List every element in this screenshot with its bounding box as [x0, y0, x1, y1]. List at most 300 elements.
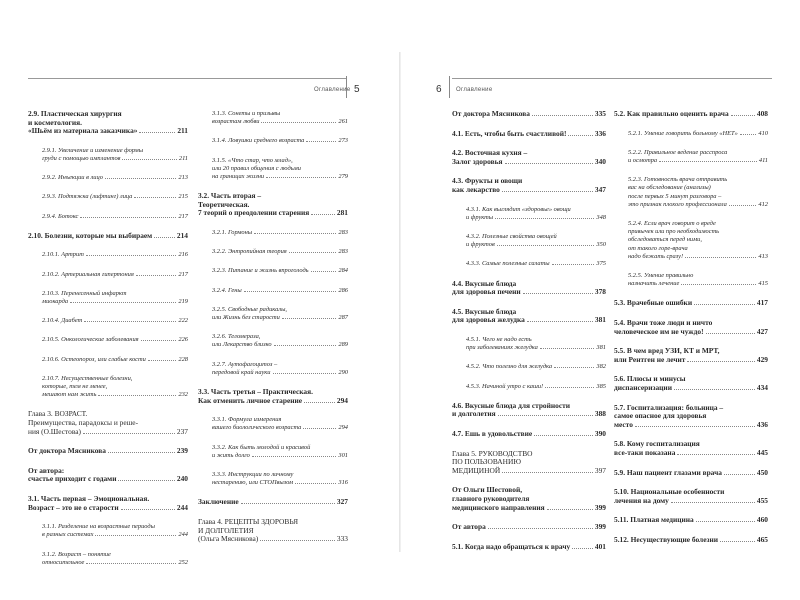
toc-page-number: 290: [338, 368, 348, 376]
toc-entry: [198, 248, 348, 256]
toc-entry-title-line: 4.5.1. Чего не надо есть: [466, 335, 532, 343]
toc-page-number: 347: [594, 184, 606, 194]
toc-entry: [28, 336, 188, 344]
toc-entry-title-line: 5.10. Национальные особенности: [614, 487, 725, 497]
toc-page-number: 261: [338, 118, 348, 126]
toc-entry-title-line: 5.2.3. Готовность врача отправить: [628, 176, 728, 184]
toc-entry-title-line: 4.4. Вкусные блюда: [452, 278, 517, 288]
toc-entry-title-line: диспансеризации: [614, 383, 672, 392]
dot-leader: [266, 177, 336, 178]
toc-entry-title-line: относительное: [42, 558, 85, 566]
toc-page-number: 413: [758, 252, 768, 260]
toc-entry-title-line: МЕДИЦИНОЙ: [452, 465, 501, 475]
toc-page-number: 410: [758, 129, 768, 137]
toc-entry-title-line: или 20 правил общения с людьми: [212, 164, 301, 172]
toc-page-number: 399: [594, 522, 606, 532]
toc-entry-title-line: Теоретическая.: [198, 199, 250, 209]
dot-leader: [304, 402, 335, 403]
dot-leader: [261, 122, 336, 123]
dot-leader: [141, 340, 177, 341]
toc-entry-title-line: медицинского направления: [452, 502, 545, 512]
toc-entry-title-line: 2.9.1. Увеличение и изменение формы: [42, 146, 144, 154]
toc-entry: [28, 110, 188, 136]
toc-page-number: 378: [594, 287, 606, 297]
toc-entry-title-line: 4.2. Восточная кухня –: [452, 148, 528, 158]
dot-leader: [252, 456, 337, 457]
toc-entry: [452, 149, 606, 166]
toc-entry-title-line: нестарению, или СТОПвызом: [212, 479, 294, 487]
toc-entry-title-line: 3.3.1. Формула измерения: [212, 416, 282, 424]
toc-entry: [452, 430, 606, 439]
toc-entry-title-line: 5.2.4. Если врач говорит о вреде: [628, 220, 716, 228]
toc-entry: [28, 147, 188, 163]
dot-leader: [706, 333, 755, 334]
dot-leader: [687, 361, 754, 362]
toc-entry: [452, 177, 606, 194]
toc-entry-title-line: и косметология.: [28, 117, 82, 127]
toc-column-left-1: [28, 110, 188, 578]
dot-leader: [260, 540, 335, 541]
dot-leader: [105, 178, 176, 179]
toc-page-number: 214: [176, 230, 188, 240]
toc-entry-title-line: привычек или про необходимость: [628, 228, 720, 236]
dot-leader: [502, 191, 593, 192]
dot-leader: [241, 503, 335, 504]
toc-entry: [452, 130, 606, 139]
toc-entry: [198, 157, 348, 182]
toc-entry: [198, 137, 348, 145]
dot-leader: [273, 373, 337, 374]
toc-entry-title-line: 3.1.1. Разделение на возрастные периоды: [42, 523, 155, 531]
toc-page-number: 226: [178, 336, 188, 344]
toc-entry: [28, 410, 188, 436]
toc-entry-title-line: это признак плохого профессионала: [628, 200, 727, 208]
dot-leader: [311, 271, 337, 272]
toc-entry: [198, 110, 348, 126]
dot-leader: [95, 535, 176, 536]
toc-entry-title-line: 5.2. Как правильно оценить врача: [614, 109, 729, 118]
toc-entry-title-line: 2.10.4. Диабет: [42, 317, 83, 325]
toc-entry: [452, 233, 606, 249]
toc-entry: [452, 486, 606, 512]
dot-leader: [720, 541, 755, 542]
toc-entry: [452, 402, 606, 419]
toc-page-number: 381: [594, 315, 606, 325]
toc-page-number: 436: [756, 419, 768, 429]
toc-entry-title-line: 5.2.2. Правильное ведение расспроса: [628, 148, 728, 156]
toc-entry-title-line: (Ольга Мясникова): [198, 534, 259, 544]
toc-page-number: 289: [338, 341, 348, 349]
dot-leader: [740, 134, 757, 135]
toc-entry: [28, 232, 188, 241]
toc-entry-title-line: надо бежать сразу!: [628, 252, 684, 260]
toc-entry: [452, 383, 606, 391]
toc-page-number: 385: [596, 382, 606, 390]
toc-page-number: 340: [594, 156, 606, 166]
toc-entry: [614, 347, 768, 364]
toc-page-number: 408: [756, 109, 768, 118]
toc-page-number: 434: [756, 383, 768, 392]
toc-page-number: 244: [176, 502, 188, 512]
toc-entry-title-line: 3.2.1. Гормоны: [212, 229, 253, 236]
toc-entry-title-line: От автора:: [28, 465, 65, 475]
dot-leader: [677, 454, 755, 455]
toc-entry-title-line: 5.2.5. Умение правильно: [628, 272, 694, 280]
toc-entry: [614, 149, 768, 165]
toc-page-number: 412: [758, 200, 768, 208]
toc-entry: [614, 176, 768, 209]
toc-entry-title-line: 5.8. Кому госпитализация: [614, 439, 700, 449]
dot-leader: [729, 205, 757, 206]
toc-entry-title-line: 5.2.1. Умение говорить больному «НЕТ»: [628, 129, 738, 137]
toc-page-number: 417: [756, 298, 768, 308]
toc-entry: [28, 193, 188, 201]
header-label-left: Оглавление: [314, 87, 351, 93]
header-rule-right: [452, 78, 772, 79]
toc-entry-title-line: лечения на дому: [614, 495, 669, 505]
dot-leader: [685, 257, 756, 258]
toc-entry: [198, 471, 348, 487]
toc-entry-title-line: от такого горе-врача: [628, 244, 688, 252]
toc-entry: [198, 518, 348, 544]
toc-entry-title-line: Преимущества, парадоксы и реше-: [28, 418, 139, 428]
toc-entry-title-line: Глава 5. РУКОВОДСТВО: [452, 448, 533, 458]
toc-page-number: 283: [338, 229, 348, 236]
toc-entry: [452, 260, 606, 268]
toc-page-number: 399: [594, 502, 606, 512]
dot-leader: [254, 233, 336, 234]
toc-entry-title-line: после первых 5 минут разговора –: [628, 192, 722, 200]
toc-entry-title-line: 3.1.2. Возраст – понятие: [42, 550, 111, 558]
toc-page-number: 222: [178, 317, 188, 325]
toc-page-number: 239: [176, 446, 188, 456]
toc-entry-title-line: 4.3. Фрукты и овощи: [452, 176, 523, 186]
dot-leader: [136, 275, 177, 276]
toc-entry-title-line: «Шьём из материала заказчика»: [28, 126, 138, 136]
toc-entry-title-line: 2.10.1. Артрит: [42, 251, 84, 259]
toc-entry: [198, 267, 348, 275]
toc-entry-title-line: 4.3.2. Полезные свойства овощей: [466, 232, 557, 240]
toc-entry: [198, 416, 348, 432]
dot-leader: [295, 483, 336, 484]
toc-page-number: 279: [338, 173, 348, 181]
dot-leader: [554, 367, 594, 368]
header-label-right: Оглавление: [456, 87, 493, 93]
toc-entry-title-line: груди с помощью имплантов: [42, 154, 121, 162]
toc-entry: [198, 192, 348, 218]
toc-entry-title-line: и долголетия: [452, 409, 496, 419]
toc-page-number: 327: [336, 497, 348, 507]
toc-column-left-2: [198, 110, 348, 555]
toc-entry: [198, 306, 348, 322]
toc-entry-title-line: 4.1. Есть, чтобы быть счастливой!: [452, 128, 567, 138]
toc-entry: [452, 523, 606, 532]
dot-leader: [488, 528, 593, 529]
dot-leader: [659, 161, 757, 162]
toc-page-number: 301: [338, 451, 348, 459]
toc-page-number: 427: [756, 326, 768, 336]
toc-page-number: 232: [178, 391, 188, 399]
toc-entry: [452, 206, 606, 222]
toc-page-number: 450: [756, 467, 768, 477]
dot-leader: [154, 237, 175, 238]
toc-entry-title-line: 5.6. Плюсы и минусы: [614, 374, 686, 384]
page-number-right: 6: [436, 84, 442, 95]
toc-entry: [452, 363, 606, 371]
toc-column-right-1: [452, 110, 606, 562]
toc-page-number: 216: [178, 251, 188, 259]
toc-entry: [198, 498, 348, 507]
toc-entry-title-line: в разных системах: [42, 531, 94, 539]
toc-entry: [614, 440, 768, 457]
toc-entry-title-line: при заболеваниях желудка: [466, 344, 538, 352]
toc-entry-title-line: 3.3. Часть третья – Практическая.: [198, 387, 313, 397]
toc-page-number: 244: [178, 531, 188, 539]
dot-leader: [311, 214, 335, 215]
toc-entry: [452, 280, 606, 297]
dot-leader: [547, 509, 593, 510]
toc-page-number: 375: [596, 260, 606, 268]
toc-column-right-2: [614, 110, 768, 556]
toc-entry-title-line: 2.9. Пластическая хирургия: [28, 109, 122, 118]
toc-entry-title-line: которые, тем не менее,: [42, 383, 108, 391]
toc-entry: [614, 516, 768, 525]
toc-entry-title-line: счастье приходит с годами: [28, 474, 117, 484]
toc-entry-title-line: 3.3.2. Как быть молодой и красивой: [212, 443, 311, 451]
toc-entry-title-line: на границах жизни: [212, 173, 265, 181]
toc-entry: [614, 488, 768, 505]
toc-entry-title-line: Залог здоровья: [452, 156, 503, 166]
toc-entry-title-line: И ДОЛГОЛЕТИЯ: [198, 525, 254, 535]
toc-entry-title-line: Глава 4. РЕЦЕПТЫ ЗДОРОВЬЯ: [198, 517, 299, 527]
toc-page-number: 284: [338, 267, 348, 275]
toc-entry-title-line: назначить лечение: [628, 280, 680, 288]
dot-leader: [552, 264, 595, 265]
toc-entry: [28, 551, 188, 567]
toc-entry-title-line: 2.10.5. Онкологические заболевания: [42, 336, 139, 344]
dot-leader: [282, 318, 337, 319]
toc-entry-title-line: вашего биологического возраста: [212, 424, 302, 432]
toc-entry: [28, 447, 188, 456]
dot-leader: [532, 115, 593, 116]
toc-entry-title-line: 3.2.6. Теломераза,: [212, 333, 261, 341]
toc-page-number: 465: [756, 534, 768, 544]
toc-page-number: 237: [176, 426, 188, 436]
toc-entry: [198, 361, 348, 377]
toc-entry-title-line: 4.3.1. Как выглядит «здоровье» овощи: [466, 205, 571, 213]
dot-leader: [139, 132, 175, 133]
toc-entry: [28, 271, 188, 279]
dot-leader: [121, 509, 175, 510]
dot-leader: [108, 452, 175, 453]
toc-entry: [28, 251, 188, 259]
toc-entry-title-line: 3.1. Часть первая – Эмоциональная.: [28, 493, 150, 503]
dot-leader: [724, 474, 755, 475]
toc-entry: [28, 356, 188, 364]
toc-page-number: 415: [758, 280, 768, 288]
toc-entry-title-line: Заключение: [198, 497, 239, 507]
toc-page-number: 460: [756, 515, 768, 525]
toc-entry: [28, 174, 188, 182]
toc-entry-title-line: 5.12. Несуществующие болезни: [614, 534, 718, 544]
toc-entry-title-line: ПО ПОЛЬЗОВАНИЮ: [452, 457, 521, 467]
toc-entry-title-line: 5.1. Когда надо обращаться к врачу: [452, 541, 571, 551]
toc-page-number: 211: [177, 126, 188, 136]
toc-entry-title-line: 3.2. Часть вторая –: [198, 191, 262, 201]
toc-entry-title-line: возрастам любви: [212, 118, 260, 126]
toc-entry-title-line: 5.11. Платная медицина: [614, 515, 694, 525]
toc-entry: [198, 444, 348, 460]
toc-page-number: 388: [594, 409, 606, 419]
toc-page-number: 397: [594, 465, 606, 475]
dot-leader: [527, 321, 593, 322]
toc-page-number: 335: [594, 109, 606, 118]
toc-page-number: 273: [338, 137, 348, 145]
toc-entry-title-line: 5.9. Наш пациент глазами врача: [614, 467, 722, 477]
toc-entry-title-line: миокарда: [42, 298, 69, 305]
toc-entry-title-line: 4.6. Вкусные блюда для стройности: [452, 400, 571, 410]
toc-page-number: 281: [336, 208, 348, 218]
toc-entry: [452, 110, 606, 119]
toc-entry-title-line: 5.4. Врачи тоже люди и ничто: [614, 318, 713, 328]
toc-entry-title-line: 4.5.2. Что полезно для желудка: [466, 363, 553, 371]
toc-entry: [28, 495, 188, 512]
toc-entry-title-line: Как отменить личное старение: [198, 395, 303, 405]
toc-entry-title-line: От автора: [452, 522, 486, 532]
toc-page-number: 348: [596, 213, 606, 221]
dot-leader: [86, 563, 176, 564]
toc-page-number: 215: [178, 193, 188, 201]
toc-page-number: 390: [594, 428, 606, 438]
toc-entry-title-line: или Рентген не лечит: [614, 354, 686, 364]
toc-entry-title-line: обследоваться перед ними,: [628, 236, 702, 244]
dot-leader: [83, 433, 175, 434]
toc-entry: [614, 404, 768, 430]
dot-leader: [505, 163, 593, 164]
toc-entry-title-line: 5.7. Госпитализация: больница –: [614, 402, 724, 412]
toc-entry-title-line: 7 теорий о преодолении старения: [198, 208, 310, 218]
toc-entry-title-line: 3.2.7. Аутофагоцитоз –: [212, 360, 278, 368]
toc-entry: [452, 450, 606, 476]
dot-leader: [497, 245, 595, 246]
dot-leader: [568, 135, 592, 136]
toc-entry: [28, 317, 188, 325]
dot-leader: [502, 472, 593, 473]
toc-entry-title-line: 2.10.3. Перенесенный инфаркт: [42, 289, 127, 297]
toc-entry: [614, 130, 768, 138]
toc-entry: [28, 290, 188, 306]
toc-page-number: 287: [338, 314, 348, 322]
dot-leader: [534, 435, 593, 436]
toc-entry-title-line: 3.2.3. Питание и жизнь впроголодь: [212, 267, 309, 275]
dot-leader: [495, 218, 594, 219]
toc-page-number: 283: [338, 248, 348, 256]
toc-entry-title-line: 2.10.6. Остеопороз, или слабые кости: [42, 355, 146, 363]
dot-leader: [696, 521, 755, 522]
dot-leader: [572, 548, 593, 549]
toc-page-number: 336: [594, 128, 606, 138]
toc-entry-title-line: 3.3.3. Инструкции по личному: [212, 471, 294, 479]
toc-entry: [614, 110, 768, 119]
toc-page-number: 429: [756, 354, 768, 364]
toc-entry-title-line: мешают нам жить: [42, 391, 97, 399]
dot-leader: [540, 348, 595, 349]
dot-leader: [134, 197, 176, 198]
toc-page-number: 382: [596, 363, 606, 371]
toc-entry-title-line: От доктора Мясникова: [28, 446, 106, 456]
toc-entry-title-line: 3.1.3. Сонеты и призывы: [212, 110, 281, 117]
toc-entry-title-line: самое опасное для здоровья: [614, 411, 707, 421]
header-rule-left: [28, 78, 346, 79]
toc-page-number: 411: [758, 157, 768, 164]
header-divider-right: [449, 76, 450, 98]
toc-page-number: 217: [178, 212, 188, 220]
toc-entry-title-line: От Ольги Шестовой,: [452, 485, 523, 495]
toc-page-number: 286: [338, 286, 348, 294]
toc-entry: [198, 388, 348, 405]
toc-entry-title-line: вас на обследование (анализы): [628, 184, 711, 192]
toc-entry-title-line: или Лекарство близко: [212, 341, 272, 349]
toc-entry-title-line: и осмотра: [628, 157, 658, 164]
toc-entry: [452, 308, 606, 325]
toc-page-number: 211: [178, 154, 188, 162]
toc-entry-title-line: 4.3.3. Самые полезные салаты: [466, 260, 550, 268]
toc-entry-title-line: 2.9.4. Ботокс: [42, 212, 79, 220]
toc-entry-title-line: 3.2.5. Свободные радикалы,: [212, 305, 288, 313]
toc-entry: [614, 536, 768, 545]
toc-page-number: 213: [178, 174, 188, 182]
toc-page-number: 350: [596, 241, 606, 249]
dot-leader: [523, 293, 593, 294]
toc-page-number: 455: [756, 495, 768, 505]
toc-entry-title-line: 4.5. Вкусные блюда: [452, 306, 517, 316]
dot-leader: [122, 159, 176, 160]
toc-entry-title-line: передовой край науки: [212, 368, 271, 376]
dot-leader: [84, 321, 176, 322]
toc-entry: [28, 467, 188, 484]
toc-entry-title-line: и фрукты: [466, 213, 494, 221]
dot-leader: [274, 345, 337, 346]
toc-entry-title-line: место: [614, 419, 633, 429]
toc-entry: [28, 375, 188, 400]
toc-entry-title-line: 5.3. Врачебные ошибки: [614, 298, 693, 308]
dot-leader: [671, 502, 755, 503]
toc-page-number: 333: [336, 534, 348, 544]
toc-page-number: 294: [336, 395, 348, 405]
dot-leader: [681, 284, 756, 285]
toc-entry-title-line: 5.5. В чем вред УЗИ, КТ и МРТ,: [614, 346, 720, 356]
dot-leader: [289, 252, 337, 253]
toc-entry-title-line: 4.7. Ешь в удовольствие: [452, 428, 533, 438]
toc-entry: [614, 272, 768, 288]
toc-entry-title-line: ния (О.Шестова): [28, 426, 81, 436]
toc-page-number: 381: [596, 344, 606, 352]
toc-page-number: 401: [594, 541, 606, 551]
toc-entry: [614, 375, 768, 392]
toc-entry-title-line: главного руководителя: [452, 493, 530, 503]
toc-entry-title-line: 2.10.7. Несущественные болезни,: [42, 374, 133, 382]
toc-entry-title-line: 2.9.2. Инъекции в лицо: [42, 174, 103, 182]
dot-leader: [674, 389, 755, 390]
dot-leader: [80, 217, 176, 218]
toc-entry-title-line: для здоровья печени: [452, 287, 521, 297]
dot-leader: [98, 395, 176, 396]
toc-page-number: 252: [178, 558, 188, 566]
toc-entry: [198, 333, 348, 349]
toc-page-number: 228: [178, 355, 188, 363]
toc-page-number: 445: [756, 447, 768, 457]
book-gutter: [399, 52, 401, 552]
